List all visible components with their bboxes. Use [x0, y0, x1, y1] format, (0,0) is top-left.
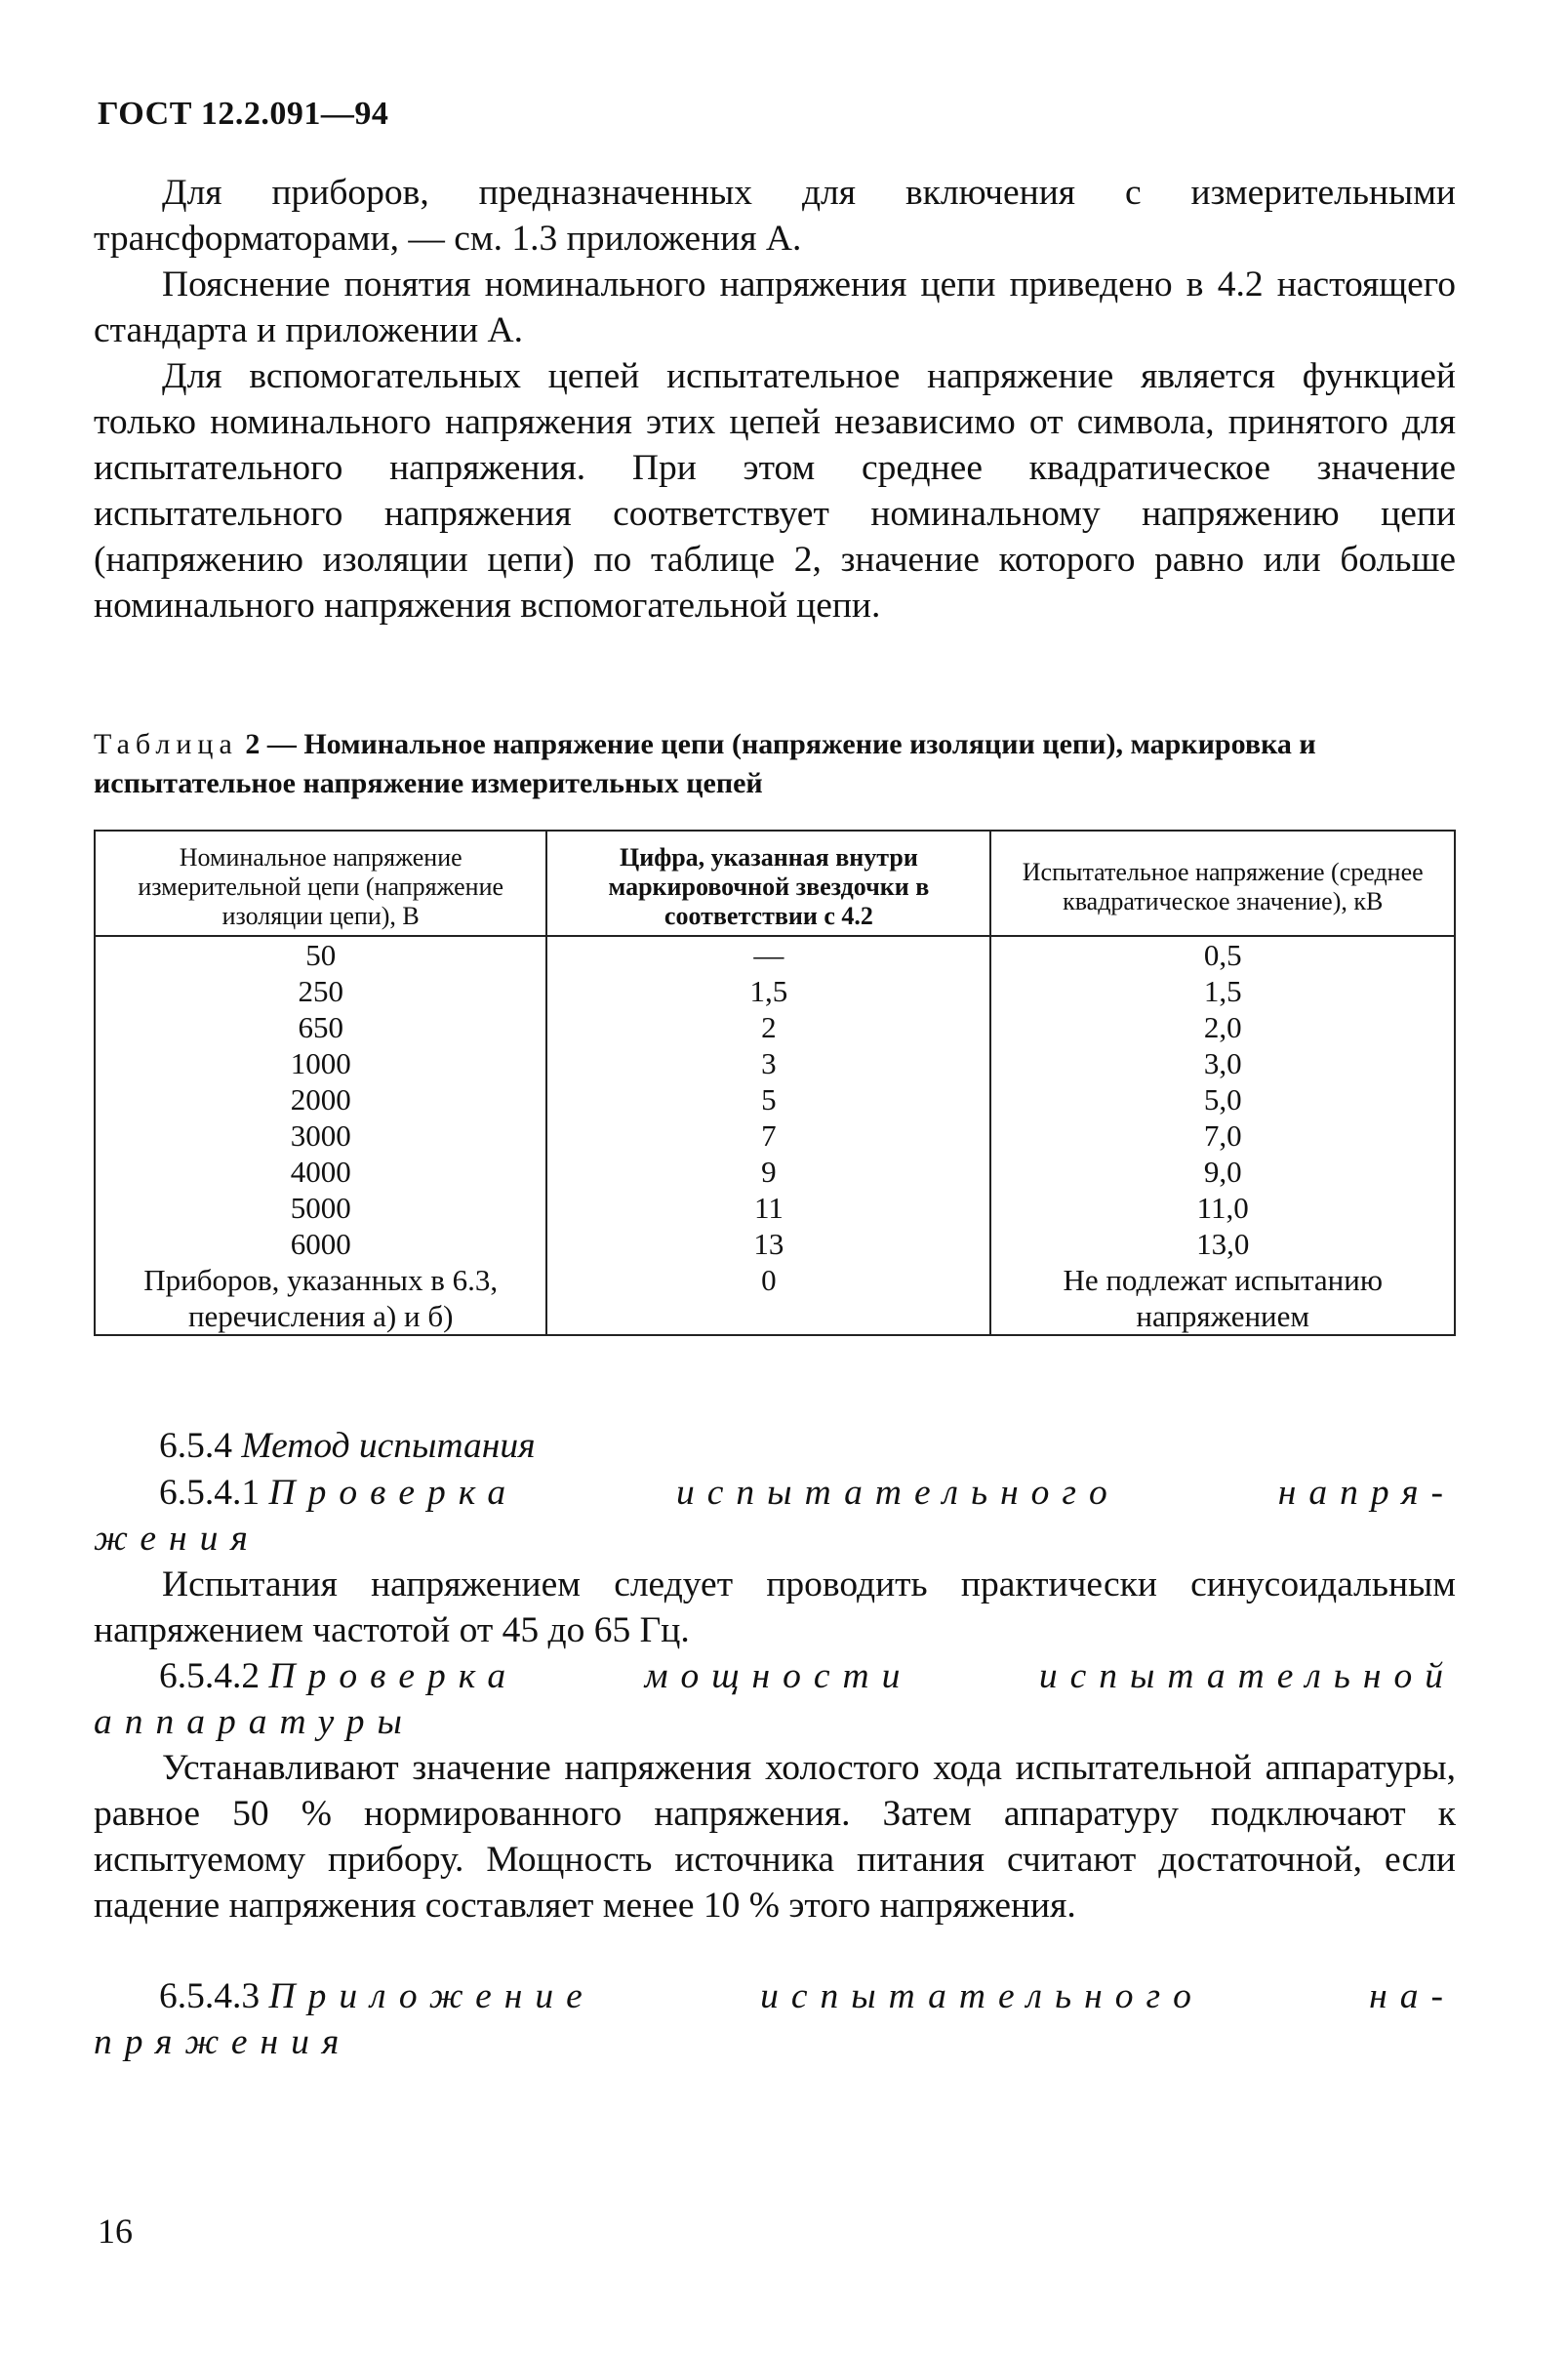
cell-test: 1,5: [990, 973, 1455, 1009]
cell-test: Не подлежат испытанию напряжением: [990, 1262, 1455, 1335]
section-title-tail: аппаратуры: [94, 1702, 415, 1742]
cell-digit: 0: [546, 1262, 990, 1335]
section-number: 6.5.4.1: [159, 1473, 261, 1513]
header-test-voltage: Испытательное напряжение (среднее квадратическое значение), кВ: [990, 831, 1455, 936]
section-title-word: на-: [1369, 1976, 1456, 2016]
table-row: [95, 1045, 1455, 1081]
table-row: [95, 1226, 1455, 1262]
section-title-line: [94, 1470, 1456, 1516]
table-caption: [94, 725, 1460, 803]
cell-nominal: 5000: [95, 1190, 546, 1226]
table-row: [95, 973, 1455, 1009]
cell-test: 9,0: [990, 1154, 1455, 1190]
table-row: [95, 1154, 1455, 1190]
section-6-5-4-1-heading: [94, 1470, 1456, 1562]
voltage-table: [94, 830, 1456, 1336]
cell-nominal: Приборов, указанных в 6.3, перечисления а) и б): [95, 1262, 546, 1335]
cell-test: 3,0: [990, 1045, 1455, 1081]
section-title-word: испытательного: [676, 1473, 1120, 1513]
cell-digit: 13: [546, 1226, 990, 1262]
section-title: Метод испытания: [241, 1426, 536, 1466]
section-title-word: мощности: [644, 1656, 913, 1696]
paragraph-power-check-text: Устанавливают значение напряжения холостого хода испытательной аппаратуры, равное 50 % нормированного напряжения. Затем аппаратуру подключают к испытуемому прибору. Мощность источника питания считают достаточной, если падение напряжения составляет менее 10 % этого напряжения.: [94, 1748, 1456, 1926]
section-6-5-4-2-heading: [94, 1653, 1456, 1745]
cell-nominal: 1000: [95, 1045, 546, 1081]
section-title-first: [159, 1470, 518, 1516]
paragraph-power-check: [94, 1745, 1456, 1929]
cell-nominal: 6000: [95, 1226, 546, 1262]
table-header-row: [95, 831, 1455, 936]
paragraph-nominal-voltage: [94, 262, 1456, 353]
cell-nominal: 2000: [95, 1081, 546, 1117]
section-title-line: [94, 1653, 1456, 1699]
paragraph-nominal-voltage-text: Пояснение понятия номинального напряжения цепи приведено в 4.2 настоящего стандарта и приложении А.: [94, 264, 1456, 350]
paragraph-transformers: [94, 170, 1456, 262]
cell-digit: 7: [546, 1117, 990, 1154]
cell-digit: 3: [546, 1045, 990, 1081]
cell-nominal: 50: [95, 936, 546, 973]
cell-test: 7,0: [990, 1117, 1455, 1154]
page-number: 16: [98, 2212, 133, 2251]
standard-code-header: ГОСТ 12.2.091—94: [98, 96, 389, 132]
cell-nominal: 4000: [95, 1154, 546, 1190]
cell-test: 2,0: [990, 1009, 1455, 1045]
section-title-word: Проверка: [268, 1656, 519, 1696]
table-row: [95, 1117, 1455, 1154]
paragraph-auxiliary-circuits-text: Для вспомогательных цепей испытательное напряжение является функцией только номинального напряжения этих цепей независимо от символа, принятого для испытательного напряжения. При этом среднее квадратическое значение испытательного напряжения соответствует номинальному напряжению цепи (напряжению изоляции цепи) по таблице 2, значение которого равно или больше номинального напряжения вспомогательной цепи.: [94, 356, 1456, 626]
table-row: [95, 1262, 1455, 1335]
section-title-tail: жения: [94, 1519, 261, 1559]
cell-nominal: 3000: [95, 1117, 546, 1154]
cell-nominal: 650: [95, 1009, 546, 1045]
section-title-word: испытательной: [1038, 1656, 1456, 1696]
cell-test: 13,0: [990, 1226, 1455, 1262]
section-title-word: испытательного: [760, 1976, 1204, 2016]
cell-digit: 2: [546, 1009, 990, 1045]
section-6-5-4-3-heading: [94, 1973, 1456, 2065]
section-title-tail: пряжения: [94, 2022, 352, 2062]
cell-digit: 9: [546, 1154, 990, 1190]
cell-digit: 5: [546, 1081, 990, 1117]
header-nominal-voltage: Номинальное напряжение измерительной цепи (напряжение изоляции цепи), В: [95, 831, 546, 936]
cell-test: 0,5: [990, 936, 1455, 973]
table-row: [95, 1190, 1455, 1226]
cell-test: 11,0: [990, 1190, 1455, 1226]
table-row: [95, 1009, 1455, 1045]
section-title-first: [159, 1653, 518, 1699]
cell-digit: 1,5: [546, 973, 990, 1009]
section-number: 6.5.4.3: [159, 1976, 261, 2016]
table-caption-text: 2 — Номинальное напряжение цепи (напряжение изоляции цепи), маркировка и испытательное напряжение измерительных цепей: [94, 728, 1316, 799]
section-title-word: Приложение: [268, 1976, 595, 2016]
table-caption-label: Таблица: [94, 728, 238, 760]
table-row: [95, 1081, 1455, 1117]
paragraph-transformers-text: Для приборов, предназначенных для включения с измерительными трансформаторами, — см. 1.3 приложения А.: [94, 173, 1456, 259]
section-title-first: [159, 1973, 595, 2019]
paragraph-sinusoidal-text: Испытания напряжением следует проводить практически синусоидальным напряжением частотой от 45 до 65 Гц.: [94, 1564, 1456, 1650]
paragraph-sinusoidal: [94, 1562, 1456, 1653]
section-number: 6.5.4: [159, 1426, 232, 1466]
cell-digit: 11: [546, 1190, 990, 1226]
section-title-word: напря-: [1277, 1473, 1456, 1513]
header-marking-digit: Цифра, указанная внутри маркировочной звездочки в соответствии с 4.2: [546, 831, 990, 936]
cell-nominal: 250: [95, 973, 546, 1009]
section-number: 6.5.4.2: [159, 1656, 261, 1696]
section-6-5-4-heading: [159, 1423, 536, 1469]
paragraph-auxiliary-circuits: [94, 353, 1456, 629]
cell-test: 5,0: [990, 1081, 1455, 1117]
cell-digit: —: [546, 936, 990, 973]
section-title-word: Проверка: [268, 1473, 519, 1513]
table-row: [95, 936, 1455, 973]
section-title-line: [94, 1973, 1456, 2019]
